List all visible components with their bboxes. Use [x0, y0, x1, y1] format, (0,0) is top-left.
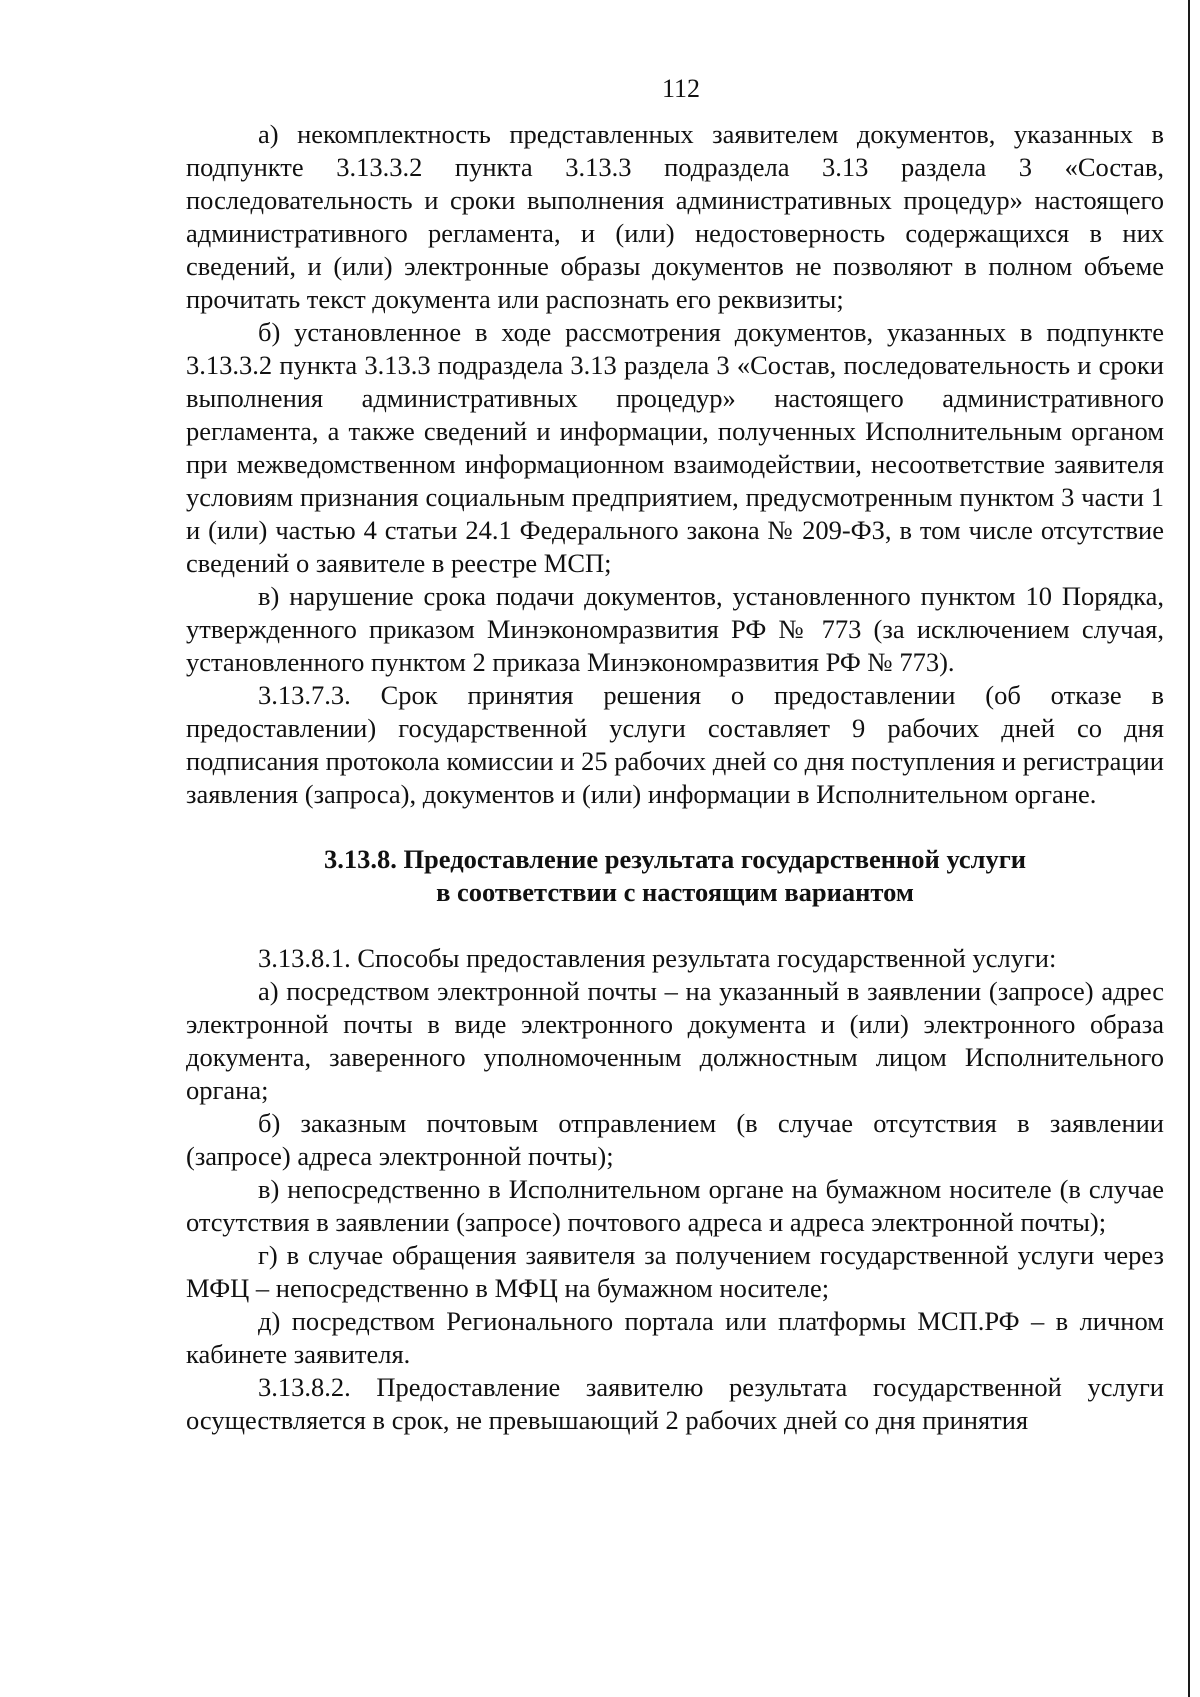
paragraph-v-deadline-violation: в) нарушение срока подачи документов, установленного пунктом 10 Порядка, утвержденного приказом Минэкономразвития РФ № 773 (за исключением случая, установленного пунктом 2 приказа Минэкономразвития РФ № 773).: [186, 581, 1164, 677]
scan-edge-line: [1188, 0, 1190, 1697]
section-heading-3-13-8: [186, 843, 1164, 909]
paragraph-a-email: а) посредством электронной почты – на указанный в заявлении (запросе) адрес электронной почты в виде электронного документа и (или) электронного образа документа, заверенного уполномоченным должностным лицом Исполнительного органа;: [186, 976, 1164, 1105]
paragraph-3-13-8-1-methods: 3.13.8.1. Способы предоставления результата государственной услуги:: [258, 943, 1057, 973]
paragraph-a-incomplete-documents: а) некомплектность представленных заявителем документов, указанных в подпункте 3.13.3.2 пункта 3.13.3 подраздела 3.13 раздела 3 «Состав, последовательность и сроки выполнения административных процедур» настоящего административного регламента, и (или) недостоверность содержащихся в них сведений, и (или) электронные образы документов не позволяют в полном объеме прочитать текст документа или распознать его реквизиты;: [186, 119, 1164, 314]
paragraph-3-13-7-3-decision-term: 3.13.7.3. Срок принятия решения о предоставлении (об отказе в предоставлении) государственной услуги составляет 9 рабочих дней со дня подписания протокола комиссии и 25 рабочих дней со дня поступления и регистрации заявления (запроса), документов и (или) информации в Исполнительном органе.: [186, 680, 1164, 809]
page-number: 112: [661, 74, 701, 103]
paragraph-d-portal: д) посредством Регионального портала или платформы МСП.РФ – в личном кабинете заявителя.: [186, 1306, 1164, 1369]
paragraph-v-in-person-paper: в) непосредственно в Исполнительном органе на бумажном носителе (в случае отсутствия в заявлении (запросе) почтового адреса и адреса электронной почты);: [186, 1174, 1164, 1237]
paragraph-b-registered-mail: б) заказным почтовым отправлением (в случае отсутствия в заявлении (запросе) адреса электронной почты);: [186, 1108, 1164, 1171]
section-heading-line-2: в соответствии с настоящим вариантом: [436, 877, 914, 907]
paragraph-b-nonconformity: б) установленное в ходе рассмотрения документов, указанных в подпункте 3.13.3.2 пункта 3.13.3 подраздела 3.13 раздела 3 «Состав, последовательность и сроки выполнения административных процедур» настоящего административного регламента, а также сведений и информации, полученных Исполнительным органом при межведомственном информационном взаимодействии, несоответствие заявителя условиям признания социальным предприятием, предусмотренным пунктом 3 части 1 и (или) частью 4 статьи 24.1 Федерального закона № 209-ФЗ, в том числе отсутствие сведений о заявителе в реестре МСП;: [186, 317, 1164, 578]
section-heading-line-1: 3.13.8. Предоставление результата государственной услуги: [323, 844, 1027, 874]
document-body: [186, 118, 1164, 1437]
paragraph-g-mfc: г) в случае обращения заявителя за получением государственной услуги через МФЦ – непосредственно в МФЦ на бумажном носителе;: [186, 1240, 1164, 1303]
paragraph-3-13-8-2-delivery-term: 3.13.8.2. Предоставление заявителю результата государственной услуги осуществляется в срок, не превышающий 2 рабочих дней со дня принятия: [186, 1372, 1164, 1435]
